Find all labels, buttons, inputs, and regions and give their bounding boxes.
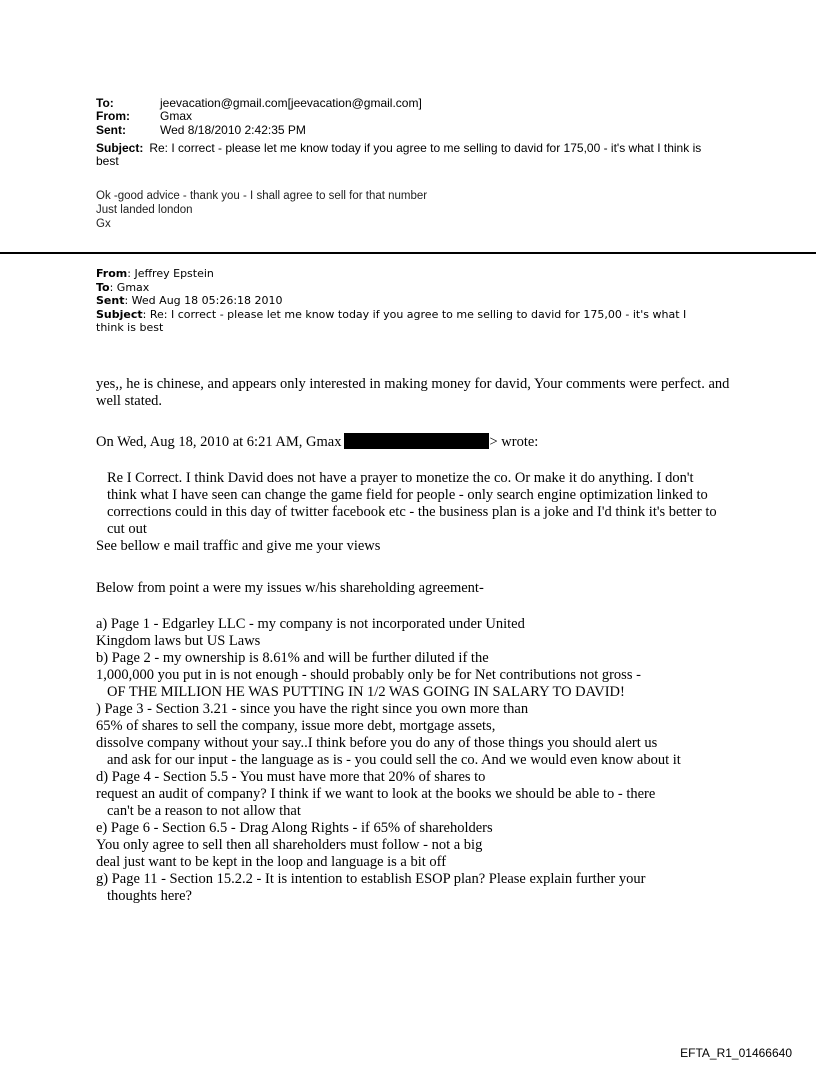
issue-line: a) Page 1 - Edgarley LLC - my company is not incorporated under United (96, 616, 525, 632)
subject-label: Subject: (96, 141, 144, 155)
to-label: To: (96, 96, 114, 110)
quoted-line-see: See bellow e mail traffic and give me your views (96, 538, 381, 554)
issue-line: 1,000,000 you put in is not enough - should probably only be for Net contributions not gross - (96, 667, 641, 683)
issue-line: You only agree to sell then all shareholders must follow - not a big (96, 837, 483, 853)
subject-value: Re: I correct - please let me know today if you agree to me selling to david for 175,00 - it's what I think is best (96, 141, 702, 168)
to-value: : Gmax (109, 280, 150, 294)
subject-label: Subject (96, 307, 143, 321)
from-value: Gmax (160, 109, 193, 123)
sent-label: Sent: (96, 123, 126, 137)
quoted-below: Below from point a were my issues w/his shareholding agreement- (96, 580, 484, 596)
from-value: : Jeffrey Epstein (127, 267, 214, 280)
email1-body-line: Just landed london (96, 204, 193, 216)
issue-line: d) Page 4 - Section 5.5 - You must have more that 20% of shares to (96, 769, 486, 785)
separator-rule (0, 252, 816, 254)
quote-before: On Wed, Aug 18, 2010 at 6:21 AM, Gmax (96, 434, 342, 450)
subject-value: : Re: I correct - please let me know today if you agree to me selling to david for 175,00 - it's what I think is best (96, 307, 687, 334)
sent-label: Sent (96, 294, 125, 307)
document-id: EFTA_R1_01466640 (680, 1046, 792, 1060)
issue-line: can't be a reason to not allow that (107, 803, 301, 819)
reply-paragraph: yes,, he is chinese, and appears only interested in making money for david, Your comments were perfect. and well stated. (96, 376, 730, 409)
issue-line: g) Page 11 - Section 15.2.2 - It is intention to establish ESOP plan? Please explain further your (96, 871, 646, 887)
email1-body-line: Gx (96, 218, 111, 230)
email2-header (96, 267, 716, 335)
from-label: From (96, 267, 128, 280)
issue-line: request an audit of company? I think if we want to look at the books we should be able to - there (96, 786, 656, 802)
issue-line: and ask for our input - the language as is - you could sell the co. And we would even know about it (107, 752, 681, 768)
redaction-block (344, 433, 489, 449)
issue-line: dissolve company without your say..I think before you do any of those things you should alert us (96, 735, 658, 751)
quoted-paragraph-1 (96, 470, 726, 555)
issue-line: Kingdom laws but US Laws (96, 633, 261, 649)
email1-body-line: Ok -good advice - thank you - I shall agree to sell for that number (96, 190, 428, 202)
sent-value: Wed 8/18/2010 2:42:35 PM (160, 123, 306, 137)
quote-attribution (96, 433, 736, 451)
issue-line: b) Page 2 - my ownership is 8.61% and will be further diluted if the (96, 650, 489, 666)
sent-value: : Wed Aug 18 05:26:18 2010 (124, 294, 283, 307)
issue-line: thoughts here? (107, 888, 192, 904)
to-value: jeevacation@gmail.com[jeevacation@gmail.com] (160, 96, 422, 110)
reply-text (96, 376, 736, 410)
issue-line: ) Page 3 - Section 3.21 - since you have the right since you own more than (96, 701, 529, 717)
issues-list (96, 616, 736, 905)
issue-line: 65% of shares to sell the company, issue more debt, mortgage assets, (96, 718, 496, 734)
to-label: To (96, 280, 110, 294)
issue-line: e) Page 6 - Section 6.5 - Drag Along Rights - if 65% of shareholders (96, 820, 493, 836)
quoted-line-below (96, 580, 736, 597)
quoted-para1: Re I Correct. I think David does not have a prayer to monetize the co. Or make it do anything. I don't think what I have seen can change the game field for people - only search engine optimization linked to corrections could in this day of twitter facebook etc - the business plan is a joke and I'd think it's better to cut out (107, 470, 717, 537)
from-label: From: (96, 109, 130, 123)
issue-line: OF THE MILLION HE WAS PUTTING IN 1/2 WAS GOING IN SALARY TO DAVID! (107, 684, 625, 700)
issue-line: deal just want to be kept in the loop and language is a bit off (96, 854, 447, 870)
quote-after: > wrote: (489, 434, 539, 450)
email1-body (96, 189, 427, 231)
